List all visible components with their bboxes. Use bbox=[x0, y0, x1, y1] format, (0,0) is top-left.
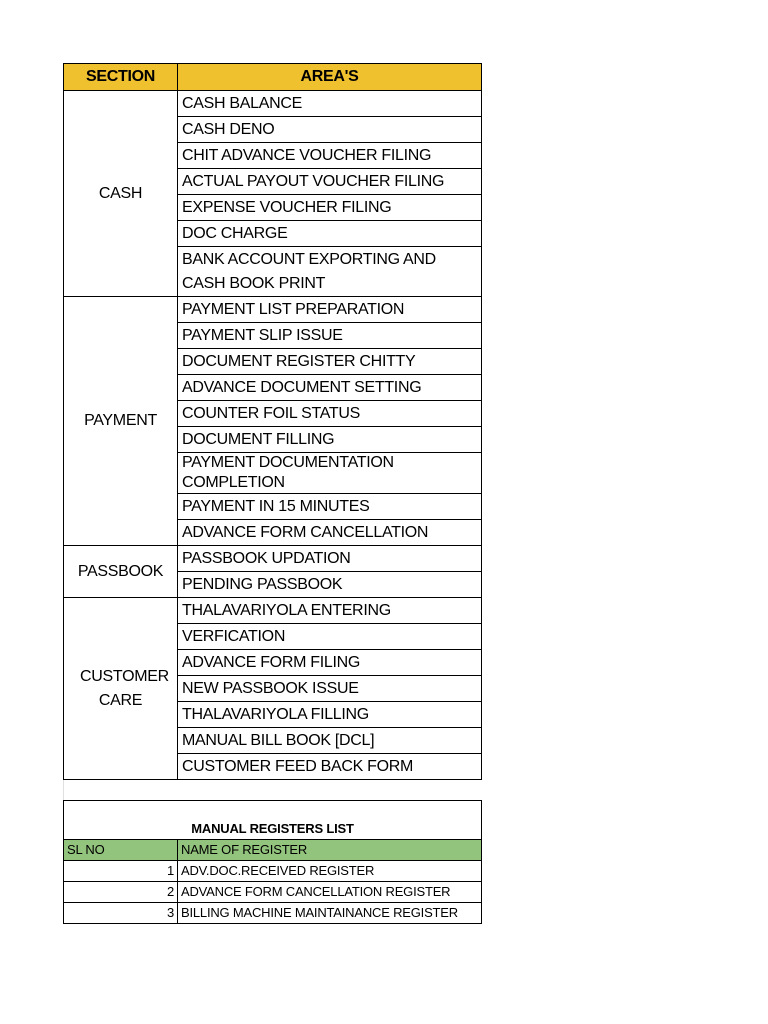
sl-no-cell: 1 bbox=[64, 861, 178, 882]
area-cell: PAYMENT LIST PREPARATION bbox=[178, 297, 482, 323]
register-name-cell: ADVANCE FORM CANCELLATION REGISTER bbox=[178, 882, 482, 903]
area-cell: MANUAL BILL BOOK [DCL] bbox=[178, 728, 482, 754]
area-cell: CHIT ADVANCE VOUCHER FILING bbox=[178, 143, 482, 169]
area-cell: ADVANCE FORM FILING bbox=[178, 650, 482, 676]
area-cell: THALAVARIYOLA FILLING bbox=[178, 702, 482, 728]
area-cell: DOCUMENT FILLING bbox=[178, 427, 482, 453]
area-cell: COUNTER FOIL STATUS bbox=[178, 401, 482, 427]
area-cell: PAYMENT IN 15 MINUTES bbox=[178, 494, 482, 520]
table-row bbox=[64, 91, 482, 117]
section-cell: CUSTOMER CARE bbox=[64, 598, 178, 780]
registers-header-row bbox=[64, 840, 482, 861]
section-cell: CASH bbox=[64, 91, 178, 297]
area-cell: PAYMENT DOCUMENTATION COMPLETION bbox=[178, 453, 482, 494]
table-row bbox=[64, 598, 482, 624]
area-cell: EXPENSE VOUCHER FILING bbox=[178, 195, 482, 221]
area-cell: DOC CHARGE bbox=[178, 221, 482, 247]
header-row bbox=[64, 64, 482, 91]
sl-no-cell: 2 bbox=[64, 882, 178, 903]
area-cell: CUSTOMER FEED BACK FORM bbox=[178, 754, 482, 780]
sections-table bbox=[63, 63, 482, 780]
area-cell: NEW PASSBOOK ISSUE bbox=[178, 676, 482, 702]
registers-title: MANUAL REGISTERS LIST bbox=[64, 801, 482, 840]
area-cell: CASH DENO bbox=[178, 117, 482, 143]
areas-header: AREA'S bbox=[178, 64, 482, 91]
area-cell: PENDING PASSBOOK bbox=[178, 572, 482, 598]
area-cell: ACTUAL PAYOUT VOUCHER FILING bbox=[178, 169, 482, 195]
section-cell: PASSBOOK bbox=[64, 546, 178, 598]
register-name-header: NAME OF REGISTER bbox=[178, 840, 482, 861]
area-cell: BANK ACCOUNT EXPORTING AND CASH BOOK PRINT bbox=[178, 247, 482, 297]
register-row bbox=[64, 861, 482, 882]
spreadsheet bbox=[63, 63, 481, 924]
spacer bbox=[63, 780, 481, 800]
area-cell: DOCUMENT REGISTER CHITTY bbox=[178, 349, 482, 375]
table-row bbox=[64, 297, 482, 323]
sections-body bbox=[64, 91, 482, 780]
area-cell: PASSBOOK UPDATION bbox=[178, 546, 482, 572]
area-cell: ADVANCE FORM CANCELLATION bbox=[178, 520, 482, 546]
sl-no-header: SL NO bbox=[64, 840, 178, 861]
section-header: SECTION bbox=[64, 64, 178, 91]
section-cell: PAYMENT bbox=[64, 297, 178, 546]
area-cell: CASH BALANCE bbox=[178, 91, 482, 117]
table-row bbox=[64, 546, 482, 572]
area-cell: VERFICATION bbox=[178, 624, 482, 650]
register-row bbox=[64, 903, 482, 924]
area-cell: ADVANCE DOCUMENT SETTING bbox=[178, 375, 482, 401]
area-cell: THALAVARIYOLA ENTERING bbox=[178, 598, 482, 624]
area-cell: PAYMENT SLIP ISSUE bbox=[178, 323, 482, 349]
registers-title-row bbox=[64, 801, 482, 840]
registers-table bbox=[63, 800, 482, 924]
register-row bbox=[64, 882, 482, 903]
register-name-cell: ADV.DOC.RECEIVED REGISTER bbox=[178, 861, 482, 882]
sl-no-cell: 3 bbox=[64, 903, 178, 924]
register-name-cell: BILLING MACHINE MAINTAINANCE REGISTER bbox=[178, 903, 482, 924]
